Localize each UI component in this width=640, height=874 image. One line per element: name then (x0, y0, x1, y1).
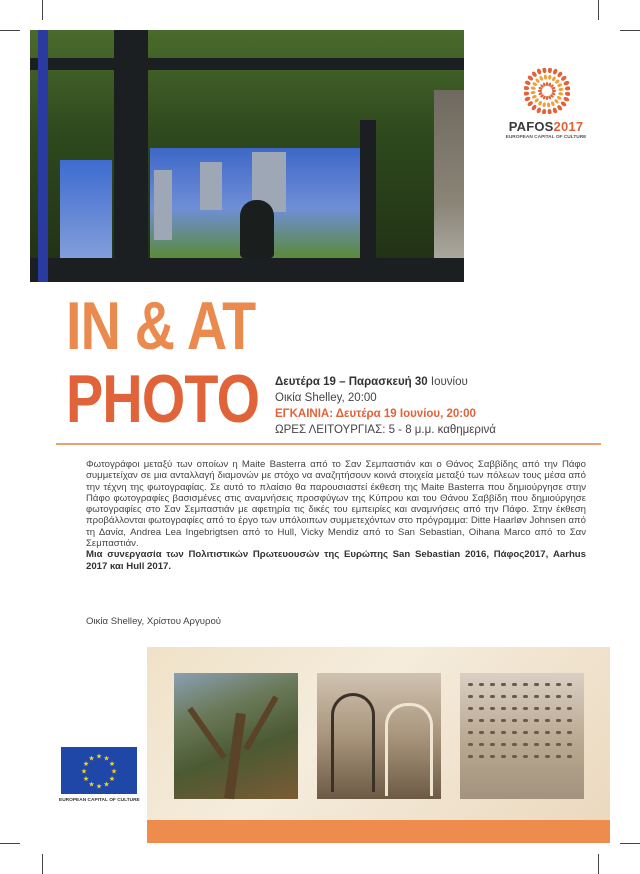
pegboard-item (479, 695, 484, 698)
sun-icon (524, 68, 570, 114)
crop-mark (42, 854, 43, 874)
tree-branch (187, 707, 226, 760)
pegboard-photo (460, 673, 584, 799)
sun-petal (558, 92, 564, 96)
pegboard-item (556, 695, 561, 698)
pegboard-item (523, 719, 528, 722)
sun-petal (546, 82, 548, 86)
pegboard-item (534, 695, 539, 698)
sun-petal (558, 88, 563, 92)
pegboard-item (545, 743, 550, 746)
pegboard-item (468, 683, 473, 686)
sun-petal (538, 90, 542, 92)
sun-petal (546, 96, 548, 100)
pegboard-item (545, 719, 550, 722)
pegboard-item (545, 755, 550, 758)
pegboard-item (490, 719, 495, 722)
pegboard-item (512, 731, 517, 734)
pegboard-item (523, 743, 528, 746)
photo-window-frame (30, 58, 464, 70)
event-opening: ΕΓΚΑΙΝΙΑ: Δευτέρα 19 Ιουνίου, 20:00 (275, 408, 476, 420)
crop-mark (620, 30, 640, 31)
sun-petal (524, 86, 529, 91)
sun-petal (550, 101, 555, 107)
sun-petal (544, 74, 548, 79)
crop-mark (42, 0, 43, 20)
sun-petal (539, 75, 544, 81)
photo-panel (147, 647, 610, 843)
eu-star-icon: ★ (80, 767, 88, 776)
orange-band (147, 820, 610, 843)
sun-petal (530, 91, 535, 95)
window-arch (385, 703, 433, 796)
pegboard-item (534, 755, 539, 758)
photo-window-frame (38, 30, 48, 282)
pegboard-item (479, 683, 484, 686)
event-dates-month: Ιουνίου (427, 376, 468, 388)
eu-stars-icon (61, 747, 137, 794)
collaboration-note: Μια συνεργασία των Πολιτιστικών Πρωτευουσών της Ευρώπης San Sebastian 2016, Πάφος2017, Aarhus 2017 και Hull 2017. (86, 549, 586, 572)
pegboard-item (468, 755, 473, 758)
pegboard-item (534, 719, 539, 722)
pegboard-item (556, 743, 561, 746)
pegboard-item (523, 695, 528, 698)
event-details (275, 374, 496, 438)
body-paragraph: Φωτογράφοι μεταξύ των οποίων η Maite Basterra από το Σαν Σεμπαστιάν και ο Θάνος Σαββίδης από την Πάφο συμμετείχαν σε μια ανταλλαγή διαμονών με στόχο να αναζητήσουν κοινά στοιχεία μεταξύ των πόλεων τους μέσα από την τέχνη της φωτογραφίας. Σε αυτό το πλαίσιο θα παρουσιαστεί έκθεση της Maite Basterra που δημιούργησε στην Πάφο φωτογραφίες βασισμένες στις αναμνήσεις προσφύγων της Κύπρου και του Θάνου Σαββίδη που δημιούργησε φωτογραφίες στο Σαν Σεμπαστιάν με αφετηρία τις δικές του εμπειρίες και αναμνήσεις από την Πάφο. Στην έκθεση προβάλλονται φωτογραφίες από το έργο των υπόλοιπων συμμετεχόντων στο πρόγραμμα: Ditte Haarløv Johnsen από τη Δανία, Andrea Lea Ingebrigtsen από το Hull, Vicky Mendiz από το San Sebastian, Oihana Marco από το Σαν Σεμπαστιάν. (86, 459, 586, 550)
pegboard-item (512, 707, 517, 710)
pegboard-item (490, 683, 495, 686)
sun-petal (542, 102, 546, 108)
pegboard-item (523, 755, 528, 758)
sun-petal (565, 91, 570, 96)
pegboard-item (479, 731, 484, 734)
sun-petal (531, 86, 537, 90)
event-hours: ΩΡΕΣ ΛΕΙΤΟΥΡΓΙΑΣ: 5 - 8 μ.μ. καθημερινά (275, 424, 496, 436)
eu-logo (59, 747, 140, 803)
birdcage (331, 693, 375, 792)
sun-petal (552, 90, 556, 92)
sun-petal (524, 91, 529, 96)
event-dates (275, 374, 496, 390)
photo-street (434, 90, 464, 280)
pegboard-item (545, 731, 550, 734)
pegboard-item (534, 707, 539, 710)
tree-photo (174, 673, 298, 799)
eu-star-icon: ★ (108, 760, 116, 768)
pegboard-item (567, 695, 572, 698)
pegboard-item (490, 755, 495, 758)
tree-branch (243, 696, 278, 751)
sun-petal (547, 68, 552, 73)
pegboard-item (479, 719, 484, 722)
photo-window-frame (114, 30, 148, 282)
crop-mark (620, 843, 640, 844)
pegboard-item (468, 707, 473, 710)
pegboard-item (490, 707, 495, 710)
pegboard-item (556, 683, 561, 686)
logo-name: PAFOS (508, 119, 554, 134)
pegboard-item (468, 719, 473, 722)
sun-petal (563, 96, 570, 102)
sun-petal (547, 109, 552, 114)
headline-line2: PHOTO (66, 361, 260, 437)
body-text (86, 459, 586, 572)
pegboard-item (567, 707, 572, 710)
eu-flag (61, 747, 137, 794)
pegboard-item (512, 743, 517, 746)
pegboard-item (501, 683, 506, 686)
eu-star-icon: ★ (88, 780, 95, 789)
sun-petal (537, 100, 542, 106)
pegboard-item (512, 719, 517, 722)
photo-building (200, 162, 222, 210)
pegboard-item (556, 707, 561, 710)
sun-petal (542, 68, 547, 73)
eu-star-icon: ★ (103, 780, 110, 789)
pegboard-item (479, 755, 484, 758)
pegboard-item (567, 719, 572, 722)
sun-petal (531, 94, 537, 99)
logo-title (506, 119, 586, 134)
logo-year: 2017 (553, 119, 584, 134)
pegboard-item (567, 755, 572, 758)
sun-petal (524, 80, 531, 86)
pegboard-item (523, 731, 528, 734)
pegboard-item (556, 755, 561, 758)
pegboard-item (545, 707, 550, 710)
eu-star-icon: ★ (82, 775, 90, 783)
photo-window-frame (30, 258, 464, 282)
photo-credit: Οικία Shelley, Χρίστου Αργυρού (86, 616, 222, 627)
eu-star-icon: ★ (88, 754, 95, 763)
pegboard-item (490, 743, 495, 746)
eu-caption: EUROPEAN CAPITAL OF CULTURE (59, 798, 140, 803)
sun-petal (536, 68, 542, 75)
sun-petal (557, 83, 563, 88)
pegboard-item (479, 707, 484, 710)
pegboard-item (523, 707, 528, 710)
eu-star-icon: ★ (108, 775, 116, 783)
sun-petal (565, 86, 570, 91)
eu-star-icon: ★ (82, 760, 90, 768)
eu-star-icon: ★ (103, 754, 110, 763)
eu-star-icon: ★ (95, 782, 103, 791)
sun-petal (536, 107, 542, 114)
sun-petal (551, 76, 556, 82)
pegboard-item (512, 755, 517, 758)
pegboard-item (534, 743, 539, 746)
pegboard-item (468, 695, 473, 698)
pegboard-item (545, 683, 550, 686)
pegboard-item (490, 731, 495, 734)
eu-star-icon: ★ (95, 752, 103, 761)
pegboard-item (556, 719, 561, 722)
sun-petal (563, 80, 570, 86)
sun-petal (556, 95, 562, 100)
pegboard-item (523, 683, 528, 686)
pegboard-item (501, 707, 506, 710)
photo-building (154, 170, 172, 240)
sun-petal (542, 109, 547, 114)
crop-mark (598, 854, 599, 874)
bus-window-photo (30, 30, 464, 282)
photo-window-pane (60, 160, 112, 270)
headline-line1: IN & AT (66, 288, 256, 364)
divider (56, 443, 601, 445)
pegboard-item (490, 695, 495, 698)
pegboard-item (501, 695, 506, 698)
photo-window-frame (360, 120, 376, 270)
pegboard-item (501, 755, 506, 758)
crop-mark (598, 0, 599, 20)
sun-petal (532, 81, 538, 86)
pegboard-item (534, 731, 539, 734)
event-venue: Οικία Shelley, 20:00 (275, 392, 377, 404)
sun-petal (552, 68, 558, 75)
pafos2017-logo (505, 68, 587, 148)
pegboard-item (501, 719, 506, 722)
event-dates-bold: Δευτέρα 19 – Παρασκευή 30 (275, 376, 428, 388)
pegboard-item (534, 683, 539, 686)
pegboard-item (567, 683, 572, 686)
eu-star-icon: ★ (110, 767, 118, 776)
pegboard-item (479, 743, 484, 746)
pegboard-item (545, 695, 550, 698)
sun-petal (548, 75, 552, 81)
sun-petal (524, 96, 531, 102)
crop-mark (0, 30, 20, 31)
pegboard-item (567, 743, 572, 746)
logo-subtitle: EUROPEAN CAPITAL OF CULTURE (505, 135, 587, 140)
pegboard-item (512, 695, 517, 698)
pegboard-item (501, 731, 506, 734)
tree-trunk (224, 713, 246, 800)
pegboard-item (468, 731, 473, 734)
crop-mark (0, 843, 20, 844)
sun-petal (552, 107, 558, 114)
pegboard-item (556, 731, 561, 734)
birdcage-photo (317, 673, 441, 799)
photo-silhouette (240, 200, 274, 258)
pegboard-item (512, 683, 517, 686)
pegboard-item (501, 743, 506, 746)
pegboard-item (468, 743, 473, 746)
sun-petal (547, 102, 551, 107)
pegboard-item (567, 731, 572, 734)
